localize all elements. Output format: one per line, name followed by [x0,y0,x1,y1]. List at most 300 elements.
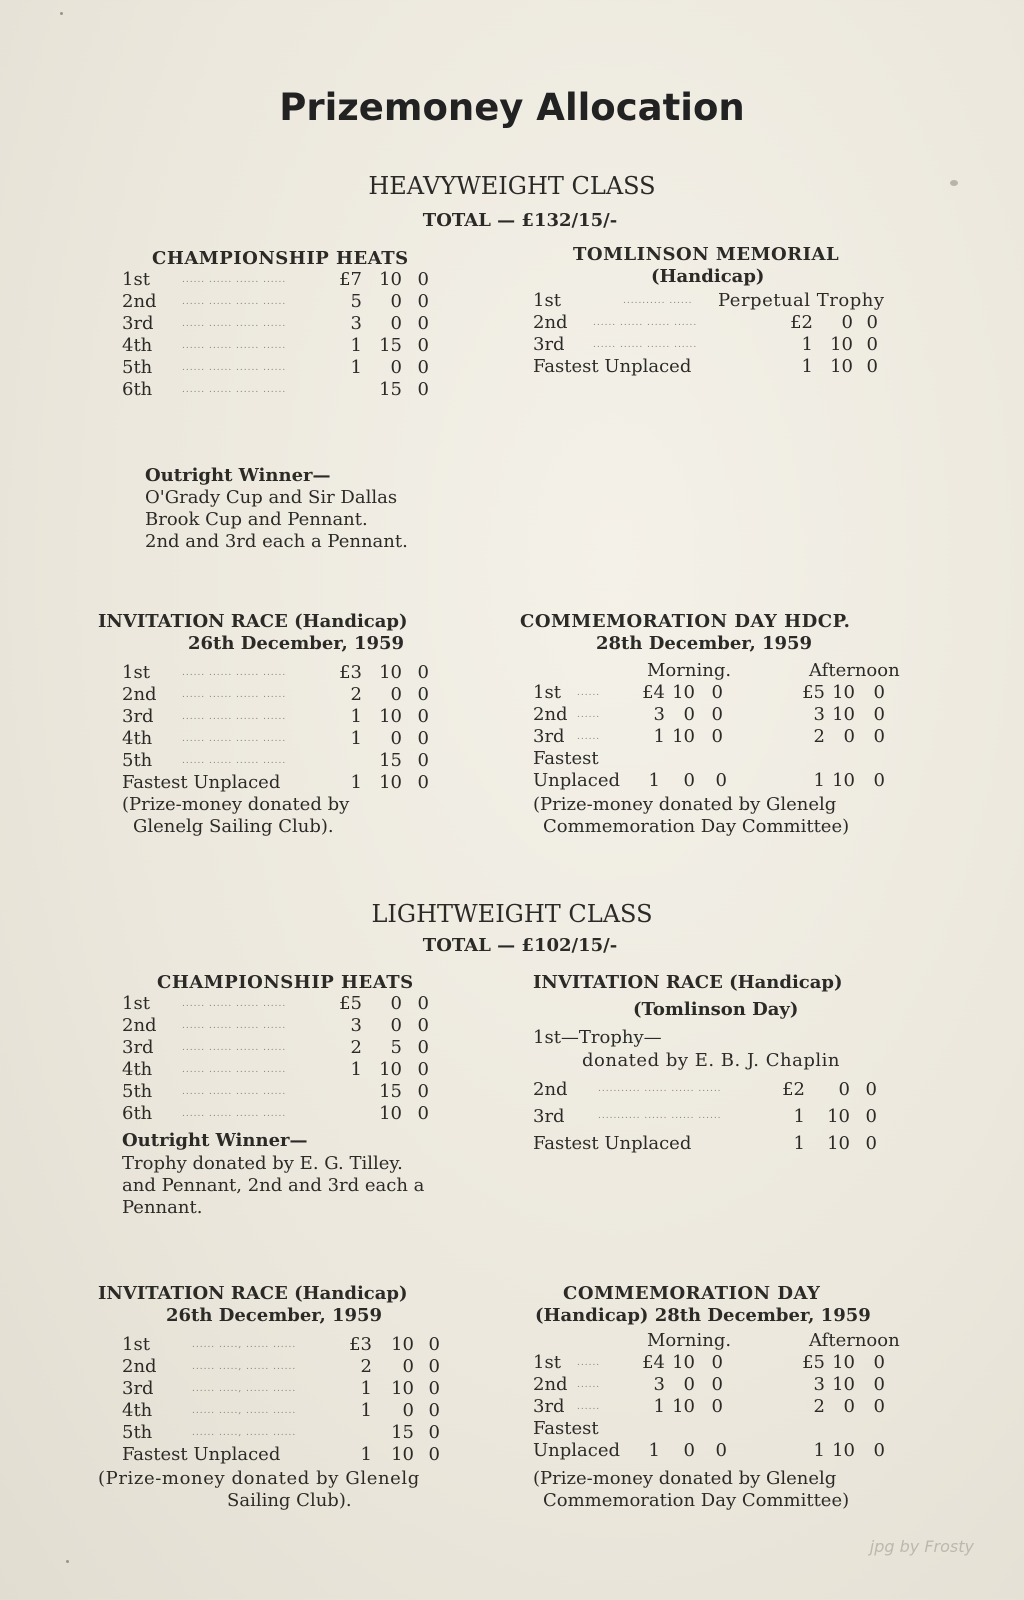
leader-dots: ...... ...... ...... ...... [182,1043,287,1053]
unplaced-morning-shillings: 0 [683,1440,695,1461]
morning-shillings: 0 [683,704,695,725]
morning-shillings: 10 [672,682,695,703]
prize-shillings: 10 [391,1378,414,1399]
prize-place: 3rd [533,1106,565,1127]
prize-shillings: 15 [379,1081,402,1102]
leader-dots: ...... ...... ...... ...... [182,275,287,285]
prize-pounds: 1 [350,706,362,727]
prize-pence: 0 [428,1334,440,1355]
unplaced-label: Unplaced [533,770,621,791]
light-invitation-note-2: Sailing Club). [227,1490,352,1511]
prize-pence: 0 [865,1106,877,1127]
unplaced-afternoon-shillings: 10 [832,1440,855,1461]
paper-speck [60,12,63,15]
morning-pence: 0 [711,704,723,725]
prize-shillings: 0 [390,993,402,1014]
prize-place: Fastest Unplaced [533,1133,692,1154]
morning-pounds: 3 [653,1374,665,1395]
prize-pence: 0 [417,706,429,727]
paper-speck [66,1560,69,1563]
prize-pence: 0 [417,1015,429,1036]
morning-pounds: 1 [653,726,665,747]
prize-place: 3rd [533,726,565,747]
leader-dots: ...... ...... ...... ...... [182,319,287,329]
heavy-invitation-date: 26th December, 1959 [188,633,405,654]
prize-pence: 0 [417,750,429,771]
prize-pence: 0 [417,291,429,312]
prize-place: 1st [533,1352,561,1373]
prize-pence: 0 [865,1133,877,1154]
prize-pounds: 2 [360,1356,372,1377]
light-invitation-heading: INVITATION RACE (Handicap) [98,1283,408,1304]
heavy-invitation-note-2: Glenelg Sailing Club). [133,816,334,837]
prize-pence: 0 [417,993,429,1014]
morning-pounds: £4 [642,682,665,703]
prize-shillings: 0 [402,1400,414,1421]
morning-pence: 0 [711,1396,723,1417]
afternoon-pounds: £5 [802,1352,825,1373]
unplaced-morning-pence: 0 [715,1440,727,1461]
watermark: jpg by Frosty [869,1537,974,1556]
prize-row [122,1334,462,1356]
heavy-championship-heading: CHAMPIONSHIP HEATS [152,248,409,269]
light-tomlinson-table [533,1076,893,1157]
morning-pounds: £4 [642,1352,665,1373]
prize-pounds: 1 [350,772,362,793]
leader-dots: ...... [577,1402,601,1412]
prize-place: 3rd [122,313,154,334]
leader-dots: ...... ....., ...... ...... [192,1340,297,1350]
prize-shillings: 10 [379,662,402,683]
heavy-invitation-table [122,662,462,794]
light-commemoration-heading: COMMEMORATION DAY [563,1283,821,1304]
lightweight-total: TOTAL — £102/15/- [422,935,618,956]
commemoration-column-headers [533,1330,933,1352]
heavy-outright-line-3: 2nd and 3rd each a Pennant. [145,531,408,552]
morning-shillings: 10 [672,726,695,747]
heavy-invitation-note-1: (Prize-money donated by [122,794,350,815]
prize-row [533,726,933,748]
heavy-outright-line-1: O'Grady Cup and Sir Dallas [145,487,398,508]
prize-place: 2nd [533,1079,568,1100]
afternoon-pence: 0 [873,1396,885,1417]
prize-row [122,1444,462,1466]
light-outright-line-3: Pennant. [122,1197,203,1218]
paper-speck [950,180,958,186]
unplaced-afternoon-pence: 0 [873,770,885,791]
prize-shillings: 0 [390,313,402,334]
heavy-commemoration-heading: COMMEMORATION DAY HDCP. [520,611,851,632]
afternoon-shillings: 10 [832,1352,855,1373]
leader-dots: ...... ...... ...... ...... [182,999,287,1009]
commemoration-column-headers [533,660,933,682]
prize-shillings: 0 [841,312,853,333]
leader-dots: ...... ...... ...... ...... [182,1109,287,1119]
unplaced-afternoon-pounds: 1 [813,1440,825,1461]
leader-dots: ...... ...... ...... ...... [182,385,287,395]
prize-pounds: 1 [350,335,362,356]
prize-shillings: 10 [379,269,402,290]
prize-row [122,1015,462,1037]
tomlinson-first-row [533,290,923,312]
morning-shillings: 10 [672,1352,695,1373]
unplaced-morning-pounds: 1 [648,1440,660,1461]
prize-shillings: 10 [830,334,853,355]
prize-row [122,357,462,379]
prize-place: Fastest Unplaced [122,772,281,793]
light-outright-line-2: and Pennant, 2nd and 3rd each a [122,1175,425,1196]
prize-row [533,682,933,704]
light-invitation-date: 26th December, 1959 [166,1305,383,1326]
prize-place: 5th [122,1422,153,1443]
light-commemoration-note-1: (Prize-money donated by Glenelg [533,1468,837,1489]
tomlinson-heading: TOMLINSON MEMORIAL [573,244,840,265]
prize-place: 3rd [122,706,154,727]
prize-place: 3rd [122,1378,154,1399]
prize-pence: 0 [428,1444,440,1465]
leader-dots: ...... ...... ...... ...... [182,1087,287,1097]
leader-dots: ...... ...... ...... ...... [182,668,287,678]
unplaced-morning-pounds: 1 [648,770,660,791]
prize-pounds: £2 [790,312,813,333]
afternoon-pounds: 2 [813,1396,825,1417]
prize-pounds: 1 [360,1444,372,1465]
light-invitation-note-1: (Prize-money donated by Glenelg [98,1468,420,1489]
prize-row [122,1356,462,1378]
leader-dots: ...... ...... ...... ...... [182,712,287,722]
prize-shillings: 15 [379,335,402,356]
prize-row [122,1422,462,1444]
leader-dots: ...... ....., ...... ...... [192,1362,297,1372]
leader-dots: ...... ....., ...... ...... [192,1428,297,1438]
prize-row [122,728,462,750]
prize-pence: 0 [865,1079,877,1100]
prize-row [122,269,462,291]
prize-shillings: 10 [379,1059,402,1080]
fastest-label: Fastest [533,748,599,769]
heavy-commemoration-table [533,660,933,792]
prize-pence: 0 [417,662,429,683]
prize-pounds: £5 [339,993,362,1014]
afternoon-pounds: 2 [813,726,825,747]
prize-place: 5th [122,1081,153,1102]
prize-place: 2nd [122,1356,157,1377]
prize-pounds: 1 [801,334,813,355]
prize-shillings: 10 [827,1133,850,1154]
prize-place: 5th [122,750,153,771]
prize-row [533,1352,933,1374]
prize-pounds: 1 [350,1059,362,1080]
prize-pence: 0 [417,1059,429,1080]
unplaced-morning-pence: 0 [715,770,727,791]
prize-pence: 0 [866,312,878,333]
prize-shillings: 0 [390,357,402,378]
leader-dots: ...... ...... ...... ...... [182,363,287,373]
leader-dots: ........... ...... ...... ...... [598,1084,722,1094]
heavyweight-total: TOTAL — £132/15/- [422,210,618,231]
tomlinson-first-value: Perpetual Trophy [718,290,885,311]
prize-shillings: 15 [391,1422,414,1443]
prize-shillings: 5 [390,1037,402,1058]
prize-pounds: £7 [339,269,362,290]
morning-header: Morning. [647,660,732,681]
afternoon-pence: 0 [873,726,885,747]
afternoon-shillings: 10 [832,682,855,703]
light-commemoration-sub: (Handicap) 28th December, 1959 [535,1305,871,1326]
prize-pence: 0 [417,313,429,334]
prize-pence: 0 [417,335,429,356]
page-title: Prizemoney Allocation [279,86,745,129]
afternoon-header: Afternoon [809,660,900,681]
morning-pence: 0 [711,726,723,747]
prize-pounds: 1 [350,728,362,749]
afternoon-shillings: 10 [832,704,855,725]
heavy-outright-line-2: Brook Cup and Pennant. [145,509,368,530]
morning-shillings: 10 [672,1396,695,1417]
prize-place: 1st [122,993,150,1014]
unplaced-label: Unplaced [533,1440,621,1461]
prize-shillings: 15 [379,379,402,400]
prize-pence: 0 [417,1103,429,1124]
prize-place: 4th [122,728,153,749]
prize-shillings: 10 [830,356,853,377]
morning-pence: 0 [711,1374,723,1395]
prize-row [122,1378,462,1400]
prize-place: 1st [122,269,150,290]
light-outright-line-1: Trophy donated by E. G. Tilley. [122,1153,403,1174]
morning-pence: 0 [711,1352,723,1373]
prize-place: 4th [122,335,153,356]
fastest-row [533,748,933,770]
prize-pence: 0 [417,269,429,290]
prize-row [122,772,462,794]
prize-pounds: 2 [350,684,362,705]
prize-row [122,313,462,335]
prize-pounds: 1 [360,1400,372,1421]
heavyweight-heading: HEAVYWEIGHT CLASS [368,172,656,200]
afternoon-shillings: 0 [843,1396,855,1417]
light-commemoration-note-2: Commemoration Day Committee) [543,1490,850,1511]
prize-pence: 0 [428,1422,440,1443]
heavy-championship-table [122,269,462,401]
light-invitation-table [122,1334,462,1466]
leader-dots: ...... ...... ...... ...... [593,340,698,350]
prize-pence: 0 [417,379,429,400]
prize-pence: 0 [428,1356,440,1377]
prize-place: 1st [122,1334,150,1355]
prize-row [122,1037,462,1059]
prize-row [533,1396,933,1418]
leader-dots: ...... ....., ...... ...... [192,1384,297,1394]
prize-place: 2nd [122,291,157,312]
leader-dots: ...... ...... ...... ...... [182,1065,287,1075]
morning-pounds: 3 [653,704,665,725]
unplaced-afternoon-pounds: 1 [813,770,825,791]
prize-place: Fastest Unplaced [122,1444,281,1465]
prize-pounds: 1 [793,1106,805,1127]
prize-place: 2nd [122,684,157,705]
prize-place: 2nd [533,312,568,333]
prize-row [533,1374,933,1396]
prize-place: 2nd [122,1015,157,1036]
afternoon-pounds: 3 [813,1374,825,1395]
prize-shillings: 10 [379,1103,402,1124]
prize-pence: 0 [417,357,429,378]
leader-dots: ...... ...... ...... ...... [182,341,287,351]
light-championship-table [122,993,462,1125]
prize-row [533,334,893,356]
prize-row [122,993,462,1015]
prize-row [533,1076,893,1103]
afternoon-shillings: 10 [832,1374,855,1395]
afternoon-shillings: 0 [843,726,855,747]
prize-place: 2nd [533,1374,568,1395]
leader-dots: ...... ...... ...... ...... [182,1021,287,1031]
prize-place: 1st [122,662,150,683]
afternoon-pounds: £5 [802,682,825,703]
prize-row [122,684,462,706]
prize-place: 6th [122,1103,153,1124]
prize-shillings: 10 [391,1444,414,1465]
light-tomlinson-sub: (Tomlinson Day) [633,999,799,1020]
unplaced-row [533,1440,933,1462]
morning-shillings: 0 [683,1374,695,1395]
prize-pounds: 2 [350,1037,362,1058]
leader-dots: ...... ...... ...... ...... [182,297,287,307]
prize-shillings: 10 [379,772,402,793]
prize-place: 3rd [533,1396,565,1417]
prize-place: Fastest Unplaced [533,356,692,377]
prize-pounds: 1 [360,1378,372,1399]
prize-pence: 0 [417,1081,429,1102]
prize-pounds: £3 [339,662,362,683]
prize-place: 3rd [533,334,565,355]
prize-shillings: 0 [838,1079,850,1100]
prize-shillings: 0 [390,728,402,749]
prize-pence: 0 [417,1037,429,1058]
afternoon-pence: 0 [873,1374,885,1395]
morning-header: Morning. [647,1330,732,1351]
prize-place: 4th [122,1400,153,1421]
prize-shillings: 10 [379,706,402,727]
prize-row [122,750,462,772]
prize-row [122,291,462,313]
unplaced-afternoon-shillings: 10 [832,770,855,791]
leader-dots: ...... [577,1380,601,1390]
light-championship-heading: CHAMPIONSHIP HEATS [157,972,414,993]
light-tomlinson-first: 1st—Trophy— [533,1027,662,1048]
prize-pounds: 1 [801,356,813,377]
prize-pounds: 1 [350,357,362,378]
fastest-label: Fastest [533,1418,599,1439]
afternoon-pence: 0 [873,682,885,703]
prize-row [122,335,462,357]
prize-shillings: 15 [379,750,402,771]
prize-place: 3rd [122,1037,154,1058]
prize-place: 5th [122,357,153,378]
prize-place: 2nd [533,704,568,725]
leader-dots: ...... ...... ...... ...... [182,690,287,700]
heavy-commemoration-note-2: Commemoration Day Committee) [543,816,850,837]
prize-pounds: £2 [782,1079,805,1100]
prize-row [122,706,462,728]
leader-dots: ...... ...... ...... ...... [182,734,287,744]
prize-place: 6th [122,379,153,400]
heavy-commemoration-note-1: (Prize-money donated by Glenelg [533,794,837,815]
afternoon-pence: 0 [873,1352,885,1373]
prize-pence: 0 [417,728,429,749]
prize-pence: 0 [417,684,429,705]
heavy-commemoration-date: 28th December, 1959 [596,633,813,654]
prize-row [533,1103,893,1130]
prize-row [122,1103,462,1125]
prize-pounds: 5 [350,291,362,312]
prize-pence: 0 [428,1400,440,1421]
prize-row [122,1059,462,1081]
leader-dots: ...... [577,688,601,698]
prize-shillings: 10 [391,1334,414,1355]
prize-row [122,1400,462,1422]
prize-shillings: 0 [402,1356,414,1377]
leader-dots: ...... ...... ...... ...... [182,756,287,766]
unplaced-afternoon-pence: 0 [873,1440,885,1461]
leader-dots: ........... ...... ...... ...... [598,1111,722,1121]
light-tomlinson-heading: INVITATION RACE (Handicap) [533,972,843,993]
afternoon-pence: 0 [873,704,885,725]
heavy-invitation-heading: INVITATION RACE (Handicap) [98,611,408,632]
leader-dots: ...... ...... ...... ...... [593,318,698,328]
prize-row [122,1081,462,1103]
fastest-row [533,1418,933,1440]
prize-pence: 0 [866,334,878,355]
morning-pounds: 1 [653,1396,665,1417]
light-commemoration-table [533,1330,933,1462]
afternoon-pounds: 3 [813,704,825,725]
prize-shillings: 10 [827,1106,850,1127]
prize-row [533,1130,893,1157]
prize-pence: 0 [417,772,429,793]
prize-row [122,379,462,401]
leader-dots: ........... ...... [623,296,693,306]
prize-row [533,356,893,378]
prize-pounds: 3 [350,1015,362,1036]
prize-pounds: 3 [350,313,362,334]
prize-shillings: 0 [390,291,402,312]
tomlinson-sub: (Handicap) [651,266,765,287]
leader-dots: ...... [577,1358,601,1368]
prize-shillings: 0 [390,1015,402,1036]
prize-row [533,704,933,726]
tomlinson-first-label: 1st [533,290,561,311]
prize-place: 1st [533,682,561,703]
morning-pence: 0 [711,682,723,703]
prize-pence: 0 [866,356,878,377]
afternoon-header: Afternoon [809,1330,900,1351]
prize-pounds: £3 [349,1334,372,1355]
heavy-outright-heading: Outright Winner— [145,465,331,486]
leader-dots: ...... [577,710,601,720]
prize-place: 4th [122,1059,153,1080]
prize-row [122,662,462,684]
lightweight-heading: LIGHTWEIGHT CLASS [371,900,653,928]
unplaced-row [533,770,933,792]
light-outright-heading: Outright Winner— [122,1130,308,1151]
light-tomlinson-donated: donated by E. B. J. Chaplin [582,1050,840,1071]
unplaced-morning-shillings: 0 [683,770,695,791]
tomlinson-table [533,312,893,378]
prize-pounds: 1 [793,1133,805,1154]
prize-row [533,312,893,334]
